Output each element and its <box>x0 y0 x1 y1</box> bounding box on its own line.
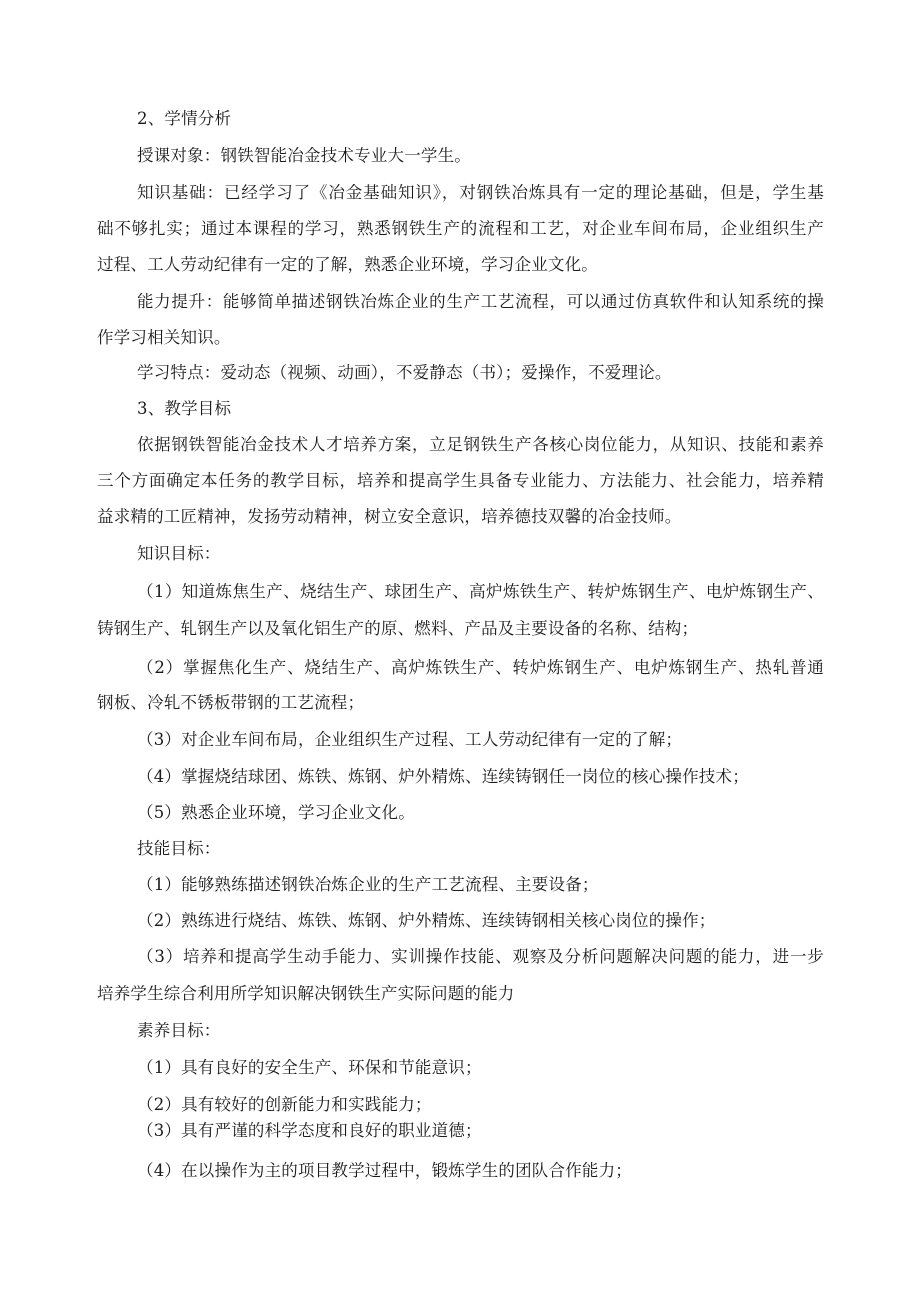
paragraph-line: 知识基础：已经学习了《冶金基础知识》，对钢铁冶炼具有一定的理论基础，但是，学生基 <box>137 183 824 202</box>
list-item: （3）具有严谨的科学态度和良好的职业道德； <box>137 1121 482 1140</box>
list-item: 铸钢生产、轧钢生产以及氧化铝生产的原、燃料、产品及主要设备的名称、结构； <box>97 619 699 638</box>
list-item: 钢板、冷轧不锈板带钢的工艺流程； <box>97 693 365 712</box>
section-heading-teaching-goals: 3、教学目标 <box>137 399 232 418</box>
paragraph-line: 学习特点：爱动态（视频、动画），不爱静态（书）；爱操作，不爱理论。 <box>137 363 672 382</box>
list-item: （4）在以操作为主的项目教学过程中，锻炼学生的团队合作能力； <box>137 1161 632 1180</box>
section-heading-learner-analysis: 2、学情分析 <box>137 109 232 128</box>
list-item: （4）掌握烧结球团、炼铁、炼钢、炉外精炼、连续铸钢任一岗位的核心操作技术； <box>137 767 749 786</box>
list-item: （2）掌握焦化生产、烧结生产、高炉炼铁生产、转炉炼钢生产、电炉炼钢生产、热轧普通 <box>137 658 824 677</box>
paragraph-line: 过程、工人劳动纪律有一定的了解，熟悉企业环境，学习企业文化。 <box>97 255 598 274</box>
subheading-quality-goals: 素养目标： <box>137 1021 221 1040</box>
subheading-skill-goals: 技能目标： <box>137 839 221 858</box>
paragraph-line: 作学习相关知识。 <box>97 328 231 347</box>
paragraph-line: 能力提升：能够简单描述钢铁冶炼企业的生产工艺流程，可以通过仿真软件和认知系统的操 <box>137 292 824 311</box>
list-item: （1）能够熟练描述钢铁冶炼企业的生产工艺流程、主要设备； <box>137 875 599 894</box>
paragraph-line: 三个方面确定本任务的教学目标，培养和提高学生具备专业能力、方法能力、社会能力，培养精 <box>97 471 824 490</box>
list-item: （1）知道炼焦生产、烧结生产、球团生产、高炉炼铁生产、转炉炼钢生产、电炉炼钢生产、 <box>137 582 824 601</box>
list-item: （3）培养和提高学生动手能力、实训操作技能、观察及分析问题解决问题的能力，进一步 <box>137 947 824 966</box>
list-item: （3）对企业车间布局，企业组织生产过程、工人劳动纪律有一定的了解； <box>137 730 683 749</box>
list-item: 培养学生综合利用所学知识解决钢铁生产实际问题的能力 <box>97 984 515 1003</box>
paragraph-line: 授课对象：钢铁智能冶金技术专业大一学生。 <box>137 146 471 165</box>
list-item: （1）具有良好的安全生产、环保和节能意识； <box>137 1058 482 1077</box>
paragraph-line: 依据钢铁智能冶金技术人才培养方案，立足钢铁生产各核心岗位能力，从知识、技能和素养 <box>137 435 824 454</box>
list-item: （5）熟悉企业环境，学习企业文化。 <box>137 803 415 822</box>
paragraph-line: 益求精的工匠精神，发扬劳动精神，树立安全意识，培养德技双馨的冶金技师。 <box>97 507 682 526</box>
paragraph-line: 础不够扎实；通过本课程的学习，熟悉钢铁生产的流程和工艺，对企业车间布局，企业组织生产 <box>97 219 824 238</box>
list-item: （2）具有较好的创新能力和实践能力； <box>137 1095 432 1114</box>
subheading-knowledge-goals: 知识目标： <box>137 544 221 563</box>
list-item: （2）熟练进行烧结、炼铁、炼钢、炉外精炼、连续铸钢相关核心岗位的操作； <box>137 911 716 930</box>
